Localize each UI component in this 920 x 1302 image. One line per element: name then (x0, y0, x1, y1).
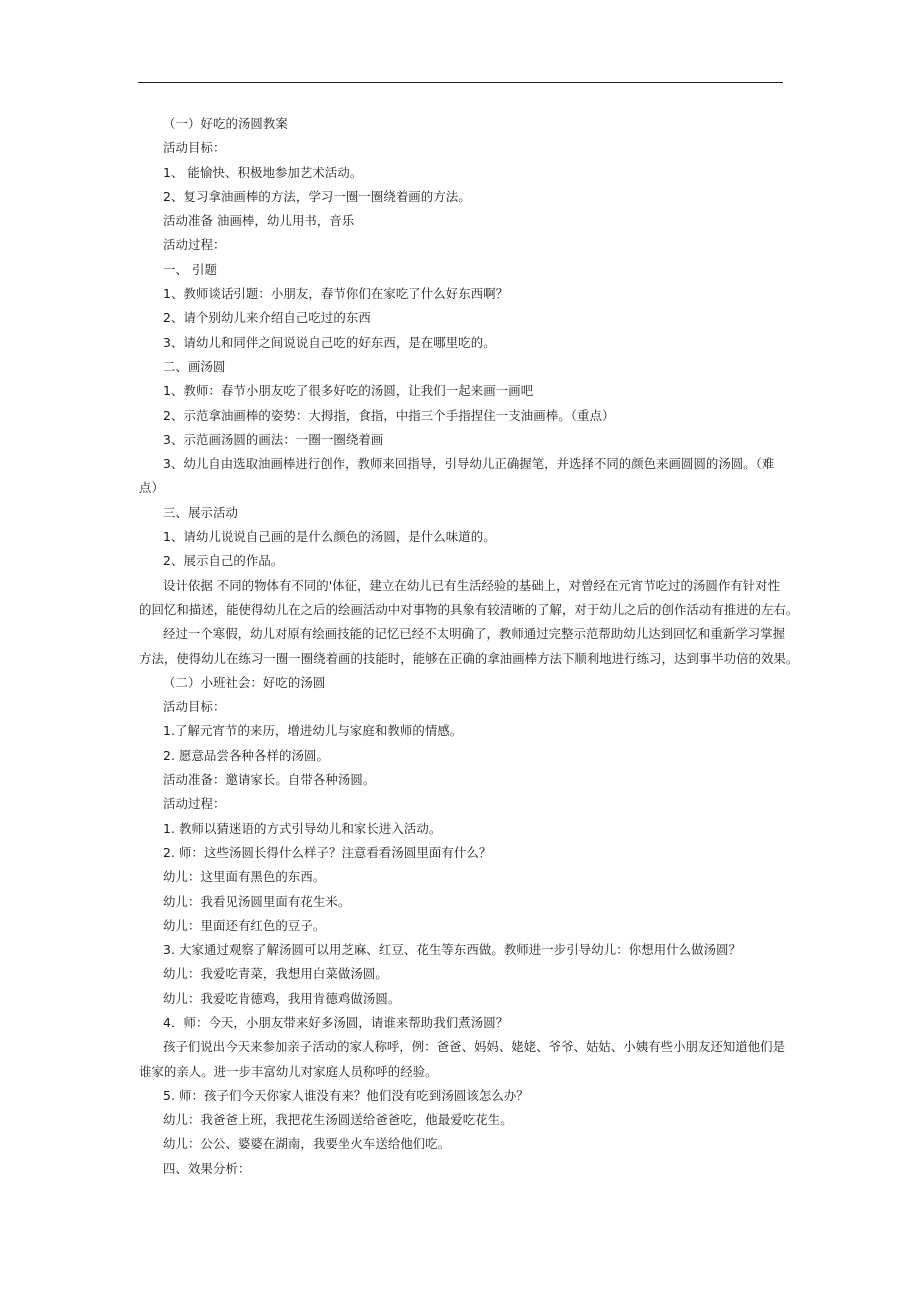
heading-goals: 活动目标： (163, 699, 226, 715)
paragraph-line: 方法，使得幼儿在练习一圈一圈绕着画的技能时，能够在正确的拿油画棒方法下顺利地进行练习，达到事半功倍的效果。 (139, 650, 799, 666)
difficulty-paragraph (139, 452, 784, 501)
prep-line: 活动准备 油画棒，幼儿用书，音乐 (163, 213, 355, 229)
step-item: 1、请幼儿说说自己画的是什么颜色的汤圆，是什么味道的。 (163, 529, 496, 545)
heading-process: 活动过程： (163, 796, 226, 812)
step-heading: 二、画汤圆 (163, 358, 226, 374)
step-item: 2、请个别幼儿来介绍自己吃过的东西 (163, 310, 371, 326)
reflection-paragraph (139, 622, 799, 671)
paragraph-line: 点） (139, 480, 164, 496)
step-heading: 四、效果分析： (163, 1160, 251, 1176)
step-heading: 一、 引题 (163, 261, 218, 277)
heading-goals: 活动目标： (163, 140, 226, 156)
header-rule (138, 82, 783, 83)
dialogue-line: 幼儿：公公、婆婆在湖南，我要坐火车送给他们吃。 (163, 1136, 451, 1152)
design-basis-paragraph (139, 574, 799, 623)
goal-item: 2、复习拿油画棒的方法，学习一圈一圈绕着画的方法。 (163, 188, 471, 204)
step-item: 2. 师：这些汤圆长得什么样子？注意看看汤圆里面有什么？ (163, 844, 492, 860)
section-title-2: （二）小班社会：好吃的汤圆 (163, 674, 326, 690)
step-item: 1、教师谈话引题：小朋友，春节你们在家吃了什么好东西啊？ (163, 286, 509, 302)
relatives-paragraph (139, 1035, 784, 1084)
document-body (139, 112, 799, 1181)
step-item: 2、展示自己的作品。 (163, 553, 284, 569)
step-item: 5. 师：孩子们今天你家人谁没有来？他们没有吃到汤圆该怎么办？ (163, 1087, 529, 1103)
paragraph-line: 的回忆和描述，能使得幼儿在之后的绘画活动中对事物的具象有较清晰的了解，对于幼儿之后的创作活动有推进的左右。 (139, 601, 799, 617)
dialogue-line: 幼儿：我爸爸上班，我把花生汤圆送给爸爸吃，他最爱吃花生。 (163, 1112, 513, 1128)
step-item: 3、示范画汤圆的画法：一圈一圈绕着画 (163, 431, 384, 447)
paragraph-line: 经过一个寒假，幼儿对原有绘画技能的记忆已经不太明确了，教师通过完整示范帮助幼儿达到回忆和重新学习掌握 (163, 626, 786, 642)
step-item: 2、示范拿油画棒的姿势：大拇指，食指，中指三个手指捏住一支油画棒。（重点） (163, 407, 615, 423)
dialogue-line: 幼儿：我看见汤圆里面有花生米。 (163, 893, 351, 909)
dialogue-line: 幼儿：我爱吃肯德鸡，我用肯德鸡做汤圆。 (163, 990, 401, 1006)
step-heading: 三、展示活动 (163, 504, 238, 520)
step-item: 3. 大家通过观察了解汤圆可以用芝麻、红豆、花生等东西做。教师进一步引导幼儿：你想用什么做汤圆？ (163, 942, 742, 958)
dialogue-line: 幼儿：这里面有黑色的东西。 (163, 869, 326, 885)
step-item: 4．师：今天，小朋友带来好多汤圆，请谁来帮助我们煮汤圆？ (163, 1014, 509, 1030)
paragraph-line: 设计依据 不同的物体有不同的'体征，建立在幼儿已有生活经验的基础上，对曾经在元宵节吃过的汤圆作有针对性 (163, 577, 781, 593)
step-item: 1. 教师以猜迷语的方式引导幼儿和家长进入活动。 (163, 820, 442, 836)
heading-process: 活动过程： (163, 237, 226, 253)
goal-item: 2. 愿意品尝各种各样的汤圆。 (163, 747, 329, 763)
prep-line: 活动准备：邀请家长。自带各种汤圆。 (163, 772, 376, 788)
paragraph-line: 3、幼儿自由选取油画棒进行创作，教师来回指导，引导幼儿正确握笔，并选择不同的颜色来画圆圆的汤圆。（难 (163, 456, 775, 472)
step-item: 1、教师：春节小朋友吃了很多好吃的汤圆，让我们一起来画一画吧 (163, 383, 534, 399)
goal-item: 1、 能愉快、积极地参加艺术活动。 (163, 164, 363, 180)
section-title-1: （一）好吃的汤圆教案 (163, 116, 288, 131)
step-item: 3、请幼儿和同伴之间说说自己吃的好东西，是在哪里吃的。 (163, 334, 496, 350)
goal-item: 1.了解元宵节的来历，增进幼儿与家庭和教师的情感。 (163, 723, 463, 739)
paragraph-line: 谁家的亲人。进一步丰富幼儿对家庭人员称呼的经验。 (139, 1063, 438, 1079)
dialogue-line: 幼儿：我爱吃青菜，我想用白菜做汤圆。 (163, 966, 388, 982)
dialogue-line: 幼儿：里面还有红色的豆子。 (163, 917, 326, 933)
paragraph-line: 孩子们说出今天来参加亲子活动的家人称呼，例：爸爸、妈妈、姥姥、爷爷、姑姑、小姨有些小朋友还知道他们是 (163, 1039, 786, 1055)
